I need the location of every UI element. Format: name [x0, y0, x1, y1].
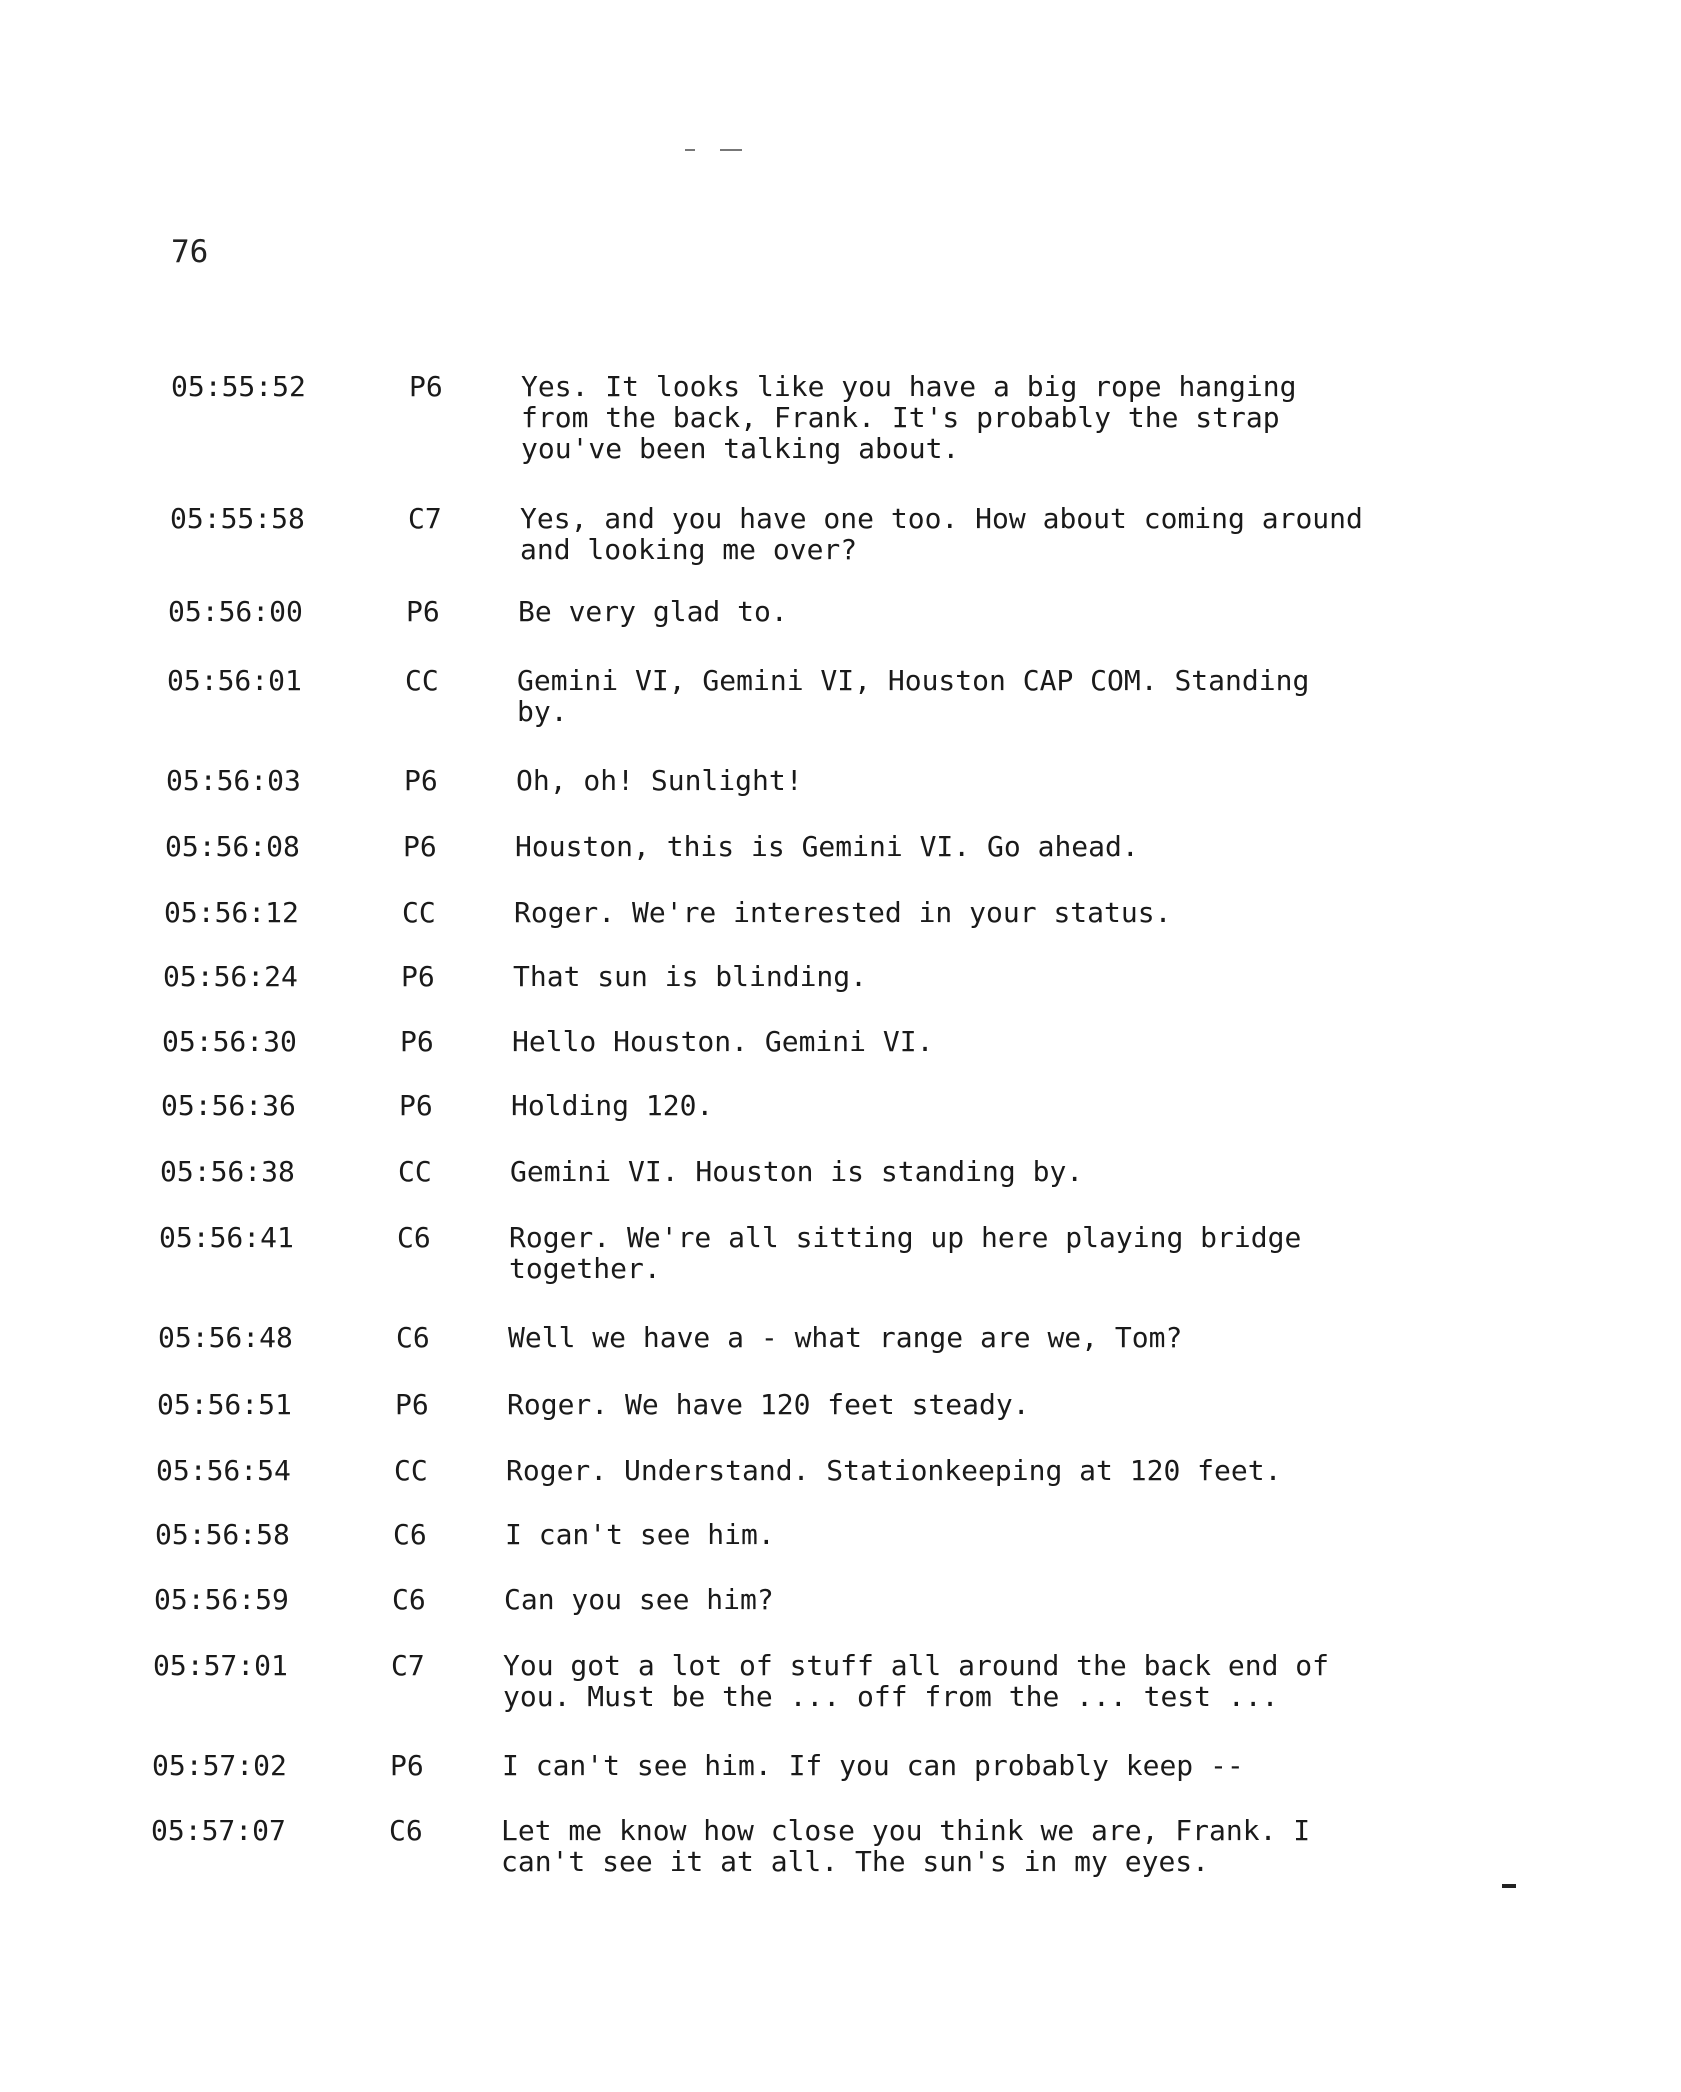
entry-timestamp: 05:56:41 [159, 1221, 294, 1254]
scan-mark [1502, 1884, 1516, 1888]
entry-timestamp: 05:56:51 [157, 1388, 292, 1421]
entry-speaker: C7 [408, 502, 442, 535]
entry-timestamp: 05:56:08 [165, 830, 300, 863]
entry-timestamp: 05:57:02 [152, 1749, 287, 1782]
entry-speaker: C6 [397, 1221, 431, 1254]
entry-speaker: CC [405, 664, 439, 697]
entry-text: Gemini VI. Houston is standing by. [510, 1155, 1084, 1188]
entry-speaker: P6 [400, 1025, 434, 1058]
entry-timestamp: 05:56:12 [164, 896, 299, 929]
entry-text: Oh, oh! Sunlight! [516, 764, 803, 797]
entry-speaker: C7 [391, 1649, 425, 1682]
scan-mark [685, 149, 695, 151]
entry-text: Well we have a - what range are we, Tom? [508, 1321, 1183, 1354]
entry-text: Roger. We have 120 feet steady. [507, 1388, 1030, 1421]
entry-timestamp: 05:56:00 [168, 595, 303, 628]
entry-text: Houston, this is Gemini VI. Go ahead. [515, 830, 1139, 863]
entry-speaker: P6 [403, 830, 437, 863]
entry-speaker: P6 [390, 1749, 424, 1782]
entry-text: Roger. We're interested in your status. [514, 896, 1172, 929]
entry-timestamp: 05:56:24 [163, 960, 298, 993]
entry-text: I can't see him. If you can probably keep -- [502, 1749, 1244, 1782]
entry-text: Yes. It looks like you have a big rope hanging from the back, Frank. It's probably the strap you've been talking about. [521, 370, 1297, 465]
entry-text: Roger. Understand. Stationkeeping at 120 feet. [506, 1454, 1282, 1487]
entry-speaker: C6 [392, 1583, 426, 1616]
entry-timestamp: 05:56:58 [155, 1518, 290, 1551]
entry-speaker: P6 [395, 1388, 429, 1421]
entry-timestamp: 05:56:03 [166, 764, 301, 797]
entry-timestamp: 05:56:38 [160, 1155, 295, 1188]
entry-timestamp: 05:56:01 [167, 664, 302, 697]
entry-timestamp: 05:56:36 [161, 1089, 296, 1122]
page-number: 76 [171, 234, 209, 270]
entry-speaker: C6 [396, 1321, 430, 1354]
entry-speaker: C6 [389, 1814, 423, 1847]
entry-speaker: CC [402, 896, 436, 929]
entry-speaker: CC [398, 1155, 432, 1188]
entry-timestamp: 05:55:52 [171, 370, 306, 403]
entry-timestamp: 05:56:48 [158, 1321, 293, 1354]
entry-timestamp: 05:57:07 [151, 1814, 286, 1847]
entry-timestamp: 05:56:30 [162, 1025, 297, 1058]
entry-text: Yes, and you have one too. How about coming around and looking me over? [520, 502, 1363, 566]
entry-speaker: P6 [409, 370, 443, 403]
entry-text: Roger. We're all sitting up here playing bridge together. [509, 1221, 1302, 1285]
entry-text: Holding 120. [511, 1089, 714, 1122]
entry-text: Let me know how close you think we are, Frank. I can't see it at all. The sun's in my eyes. [501, 1814, 1311, 1878]
entry-speaker: C6 [393, 1518, 427, 1551]
entry-speaker: P6 [406, 595, 440, 628]
entry-text: Be very glad to. [518, 595, 788, 628]
entry-timestamp: 05:55:58 [170, 502, 305, 535]
entry-text: Hello Houston. Gemini VI. [512, 1025, 934, 1058]
entry-text: That sun is blinding. [513, 960, 868, 993]
entry-speaker: P6 [399, 1089, 433, 1122]
entry-text: Can you see him? [504, 1583, 774, 1616]
entry-text: You got a lot of stuff all around the back end of you. Must be the ... off from the ... test ... [503, 1649, 1330, 1713]
entry-text: I can't see him. [505, 1518, 775, 1551]
entry-timestamp: 05:57:01 [153, 1649, 288, 1682]
entry-text: Gemini VI, Gemini VI, Houston CAP COM. Standing by. [517, 664, 1310, 728]
scan-mark [720, 149, 742, 151]
entry-timestamp: 05:56:59 [154, 1583, 289, 1616]
entry-speaker: P6 [404, 764, 438, 797]
entry-speaker: CC [394, 1454, 428, 1487]
entry-speaker: P6 [401, 960, 435, 993]
entry-timestamp: 05:56:54 [156, 1454, 291, 1487]
